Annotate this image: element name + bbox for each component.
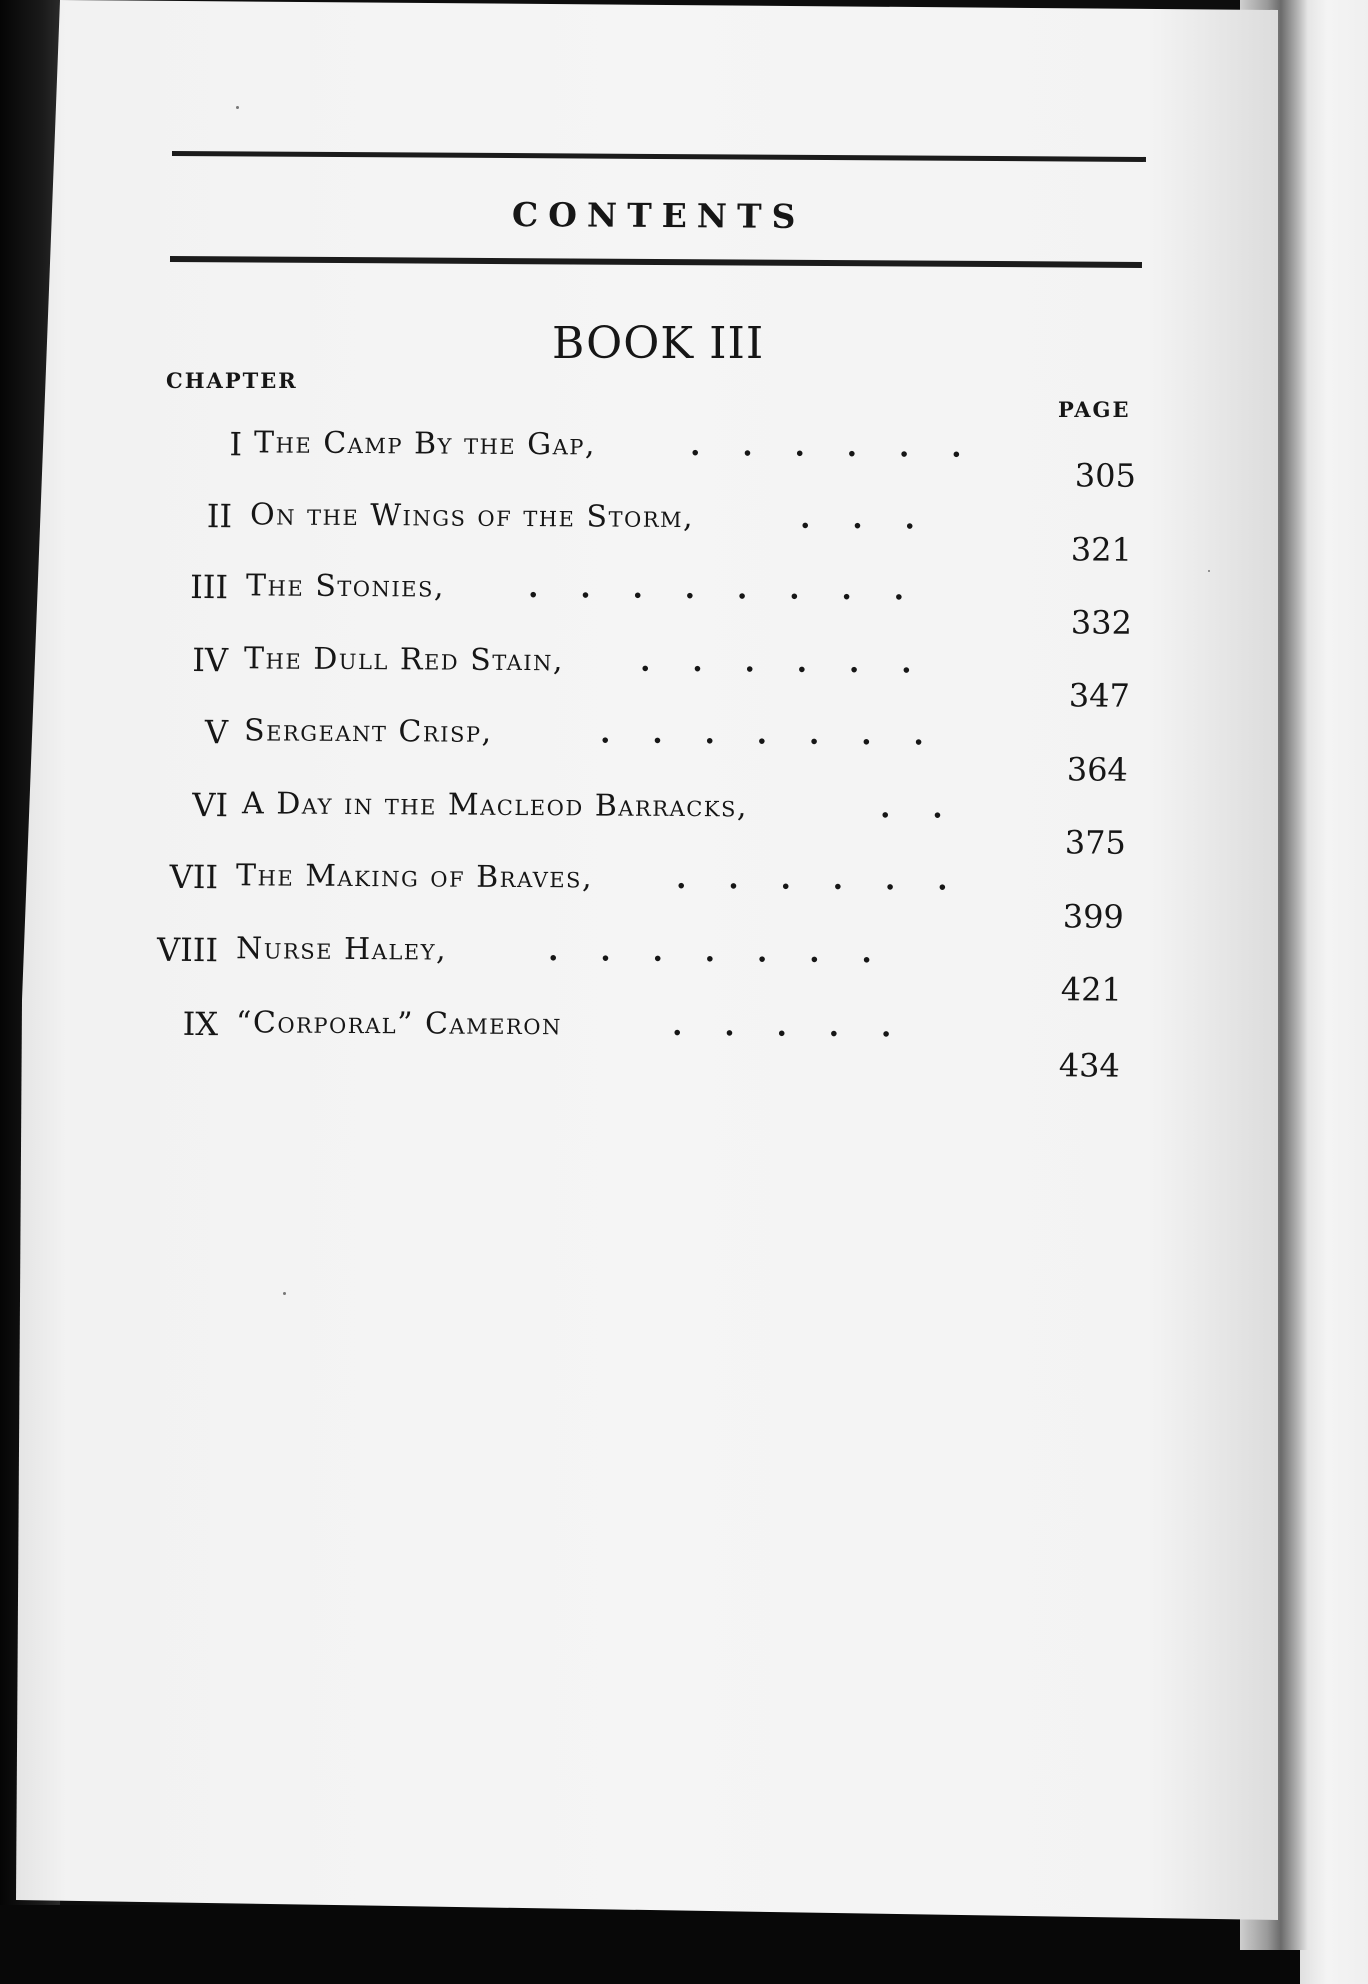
page-column-label: PAGE [1058,397,1131,422]
chapter-title: The Making of Braves, [235,858,594,896]
dot-leader: . . . . . . [639,643,912,681]
dot-leader: . . [879,790,943,826]
chapter-number: II [206,497,233,536]
toc-row [0,424,1368,495]
page-number: 421 [1060,970,1122,1009]
paper-speck [1208,570,1210,572]
toc-row [0,712,1368,789]
toc-row [0,496,1368,569]
page-number: 434 [1058,1046,1120,1085]
chapter-number: IV [192,640,229,680]
toc-row [0,930,1368,1009]
top-rule [172,151,1146,162]
chapter-number: VIII [156,930,219,970]
page-number: 347 [1068,676,1130,715]
chapter-title: The Stonies, [245,568,446,605]
bottom-rule [170,256,1142,268]
page-number: 305 [1074,456,1137,495]
chapter-number: III [190,567,229,607]
dot-leader: . . . . . . . . [527,570,905,608]
page-number: 321 [1070,530,1133,569]
toc-row [0,785,1368,862]
chapter-number: IX [182,1004,219,1044]
toc-row [0,857,1368,936]
chapter-title: “Corporal” Cameron [235,1005,563,1043]
page-number: 399 [1062,897,1124,936]
toc-row [0,567,1368,642]
paper-speck [283,1292,286,1295]
toc-row [0,1004,1368,1085]
chapter-number: V [204,713,229,752]
chapter-number: I [229,425,243,464]
dot-leader: . . . . . [671,1007,892,1045]
chapter-title: The Dull Red Stain, [243,641,565,679]
dot-leader: . . . [799,500,916,537]
book-heading: BOOK III [552,318,765,369]
dot-leader: . . . . . . . [599,715,924,753]
chapter-title: On the Wings of the Storm, [249,497,695,536]
dot-leader: . . . . . . [689,428,962,465]
contents-heading: CONTENTS [511,194,806,237]
chapter-number: VI [192,785,229,825]
chapter-number: VII [169,857,219,897]
page-number: 364 [1066,750,1128,789]
dot-leader: . . . . . . . [547,933,872,971]
page-number: 375 [1064,823,1126,862]
paper-speck [236,106,239,109]
toc-row [0,640,1368,715]
chapter-title: A Day in the Macleod Barracks, [241,786,749,825]
chapter-column-label: CHAPTER [166,368,298,393]
chapter-title: The Camp By the Gap, [253,425,597,463]
chapter-title: Nurse Haley, [235,931,448,968]
chapter-title: Sergeant Crisp, [243,713,493,750]
page-number: 332 [1070,603,1132,642]
dot-leader: . . . . . . [675,860,948,898]
